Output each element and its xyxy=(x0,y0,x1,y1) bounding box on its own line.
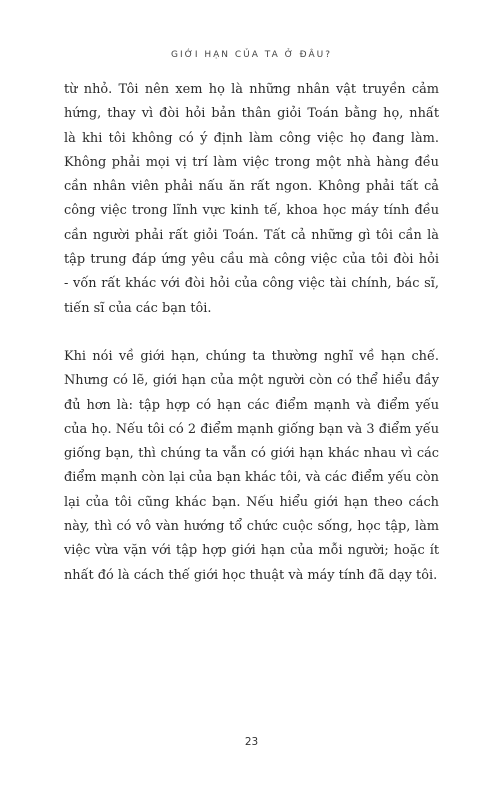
text-line: là khi tôi không có ý định làm công việc họ đang làm. xyxy=(64,130,439,146)
text-line: tập trung đáp ứng yêu cầu mà công việc của tôi đòi hỏi xyxy=(64,252,439,268)
text-line: Khi nói về giới hạn, chúng ta thường nghĩ về hạn chế. xyxy=(64,348,439,364)
text-line: từ nhỏ. Tôi nên xem họ là những nhân vật truyền cảm xyxy=(64,82,439,97)
text-line: việc vừa vặn với tập hợp giới hạn của mỗi người; hoặc ít xyxy=(64,543,439,559)
text-line: lại của tôi cũng khác bạn. Nếu hiểu giới hạn theo cách xyxy=(64,494,439,510)
text-line: tiến sĩ của các bạn tôi. xyxy=(64,300,212,316)
text-line: nhất đó là cách thế giới học thuật và máy tính đã dạy tôi. xyxy=(64,567,438,583)
text-line: đủ hơn là: tập hợp có hạn các điểm mạnh và điểm yếu xyxy=(64,397,439,413)
text-line: giống bạn, thì chúng ta vẫn có giới hạn khác nhau vì các xyxy=(64,446,439,462)
text-line: Nhưng có lẽ, giới hạn của một người còn có thể hiểu đầy xyxy=(64,373,439,389)
text-line: - vốn rất khác với đòi hỏi của công việc tài chính, bác sĩ, xyxy=(64,276,439,292)
body-text xyxy=(64,78,439,588)
text-line: cần nhân viên phải nấu ăn rất ngon. Không phải tất cả xyxy=(64,179,439,195)
paragraph xyxy=(64,78,439,321)
text-line: của họ. Nếu tôi có 2 điểm mạnh giống bạn và 3 điểm yếu xyxy=(64,421,439,437)
running-header: GIỚI HẠN CỦA TA Ở ĐÂU? xyxy=(171,50,332,60)
text-line: điểm mạnh còn lại của bạn khác tôi, và các điểm yếu còn xyxy=(64,470,439,486)
text-line: cần người phải rất giỏi Toán. Tất cả những gì tôi cần là xyxy=(64,227,439,243)
page-number: 23 xyxy=(244,736,259,748)
paragraph xyxy=(64,345,439,588)
text-line: hứng, thay vì đòi hỏi bản thân giỏi Toán bằng họ, nhất xyxy=(64,106,439,122)
text-line: này, thì có vô vàn hướng tổ chức cuộc sống, học tập, làm xyxy=(64,519,439,535)
text-line: công việc trong lĩnh vực kinh tế, khoa học máy tính đều xyxy=(64,203,439,219)
text-line: Không phải mọi vị trí làm việc trong một nhà hàng đều xyxy=(64,154,439,170)
